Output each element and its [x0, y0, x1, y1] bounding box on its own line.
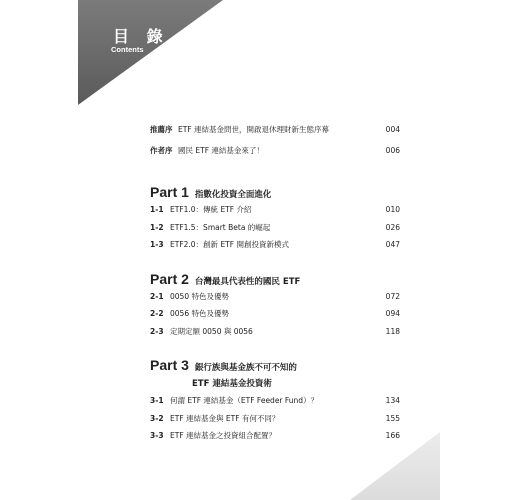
chapter-row[interactable]: [150, 204, 400, 222]
chapter-title: ETF1.5：Smart Beta 的崛起: [170, 222, 271, 232]
chapter-title: ETF 連結基金之投資組合配置？: [170, 431, 277, 440]
chapter-title: 何謂 ETF 連結基金（ETF Feeder Fund）？: [170, 396, 319, 405]
preface-row[interactable]: [150, 124, 400, 145]
chapter-number: 1-1: [150, 205, 164, 214]
part-title: 指數化投資全面進化: [194, 190, 272, 200]
page-number: 072: [385, 291, 400, 301]
preface-label: 推薦序: [150, 125, 173, 134]
page-title: 目 錄: [113, 27, 169, 46]
page-number: 006: [385, 146, 400, 155]
chapter-title: ETF 連結基金與 ETF 有何不同？: [170, 413, 280, 423]
chapter-number: 3-1: [150, 396, 164, 405]
part-heading: [150, 271, 400, 291]
chapter-row[interactable]: [150, 413, 400, 431]
chapter-title: ETF2.0：創新 ETF 開創投資新模式: [170, 240, 289, 249]
part-title: 台灣最具代表性的國民 ETF: [194, 276, 301, 287]
part-title: 銀行族與基金族不可不知的: [194, 363, 297, 373]
preface-label: 作者序: [150, 146, 173, 155]
page-number: 134: [385, 396, 400, 405]
chapter-number: 1-3: [150, 240, 164, 249]
part-title-second-line: ETF 連結基金投資術: [192, 379, 272, 389]
table-of-contents: [150, 124, 400, 448]
part-number: Part 1: [150, 184, 189, 200]
part-number: Part 3: [150, 357, 189, 373]
chapter-row[interactable]: [150, 222, 400, 240]
chapter-title: 定期定額 0050 與 0056: [170, 326, 253, 336]
chapter-number: 2-1: [150, 291, 164, 301]
chapter-title: 0056 特色及優勢: [170, 309, 229, 318]
chapter-row[interactable]: [150, 308, 400, 326]
page-subtitle: Contents: [111, 45, 144, 54]
corner-decoration-top-left: [78, 0, 223, 105]
chapter-row[interactable]: [150, 326, 400, 344]
chapter-number: 2-2: [150, 309, 164, 318]
chapter-number: 3-2: [150, 413, 164, 423]
page-number: 166: [385, 431, 400, 440]
part-heading: [150, 357, 400, 377]
page-number: 118: [385, 326, 400, 336]
chapter-title: 0050 特色及優勢: [170, 291, 229, 301]
chapter-number: 3-3: [150, 431, 164, 440]
preface-title: 國民 ETF 連結基金來了！: [178, 146, 264, 155]
page-number: 047: [385, 240, 400, 249]
page-number: 026: [385, 222, 400, 232]
page-number: 155: [385, 413, 400, 423]
page-number: 010: [385, 205, 400, 214]
chapter-number: 2-3: [150, 326, 164, 336]
chapter-row[interactable]: [150, 395, 400, 413]
page-number: 094: [385, 309, 400, 318]
chapter-row[interactable]: [150, 291, 400, 309]
chapter-number: 1-2: [150, 222, 164, 232]
part-number: Part 2: [150, 270, 189, 287]
chapter-row[interactable]: [150, 430, 400, 448]
preface-row[interactable]: [150, 145, 400, 166]
chapter-row[interactable]: [150, 239, 400, 257]
chapter-title: ETF1.0：傳統 ETF 介紹: [170, 205, 252, 214]
part-heading: [150, 184, 400, 204]
preface-title: ETF 連結基金問世，開啟退休理財新生態序幕: [178, 125, 330, 134]
page-number: 004: [385, 125, 400, 134]
